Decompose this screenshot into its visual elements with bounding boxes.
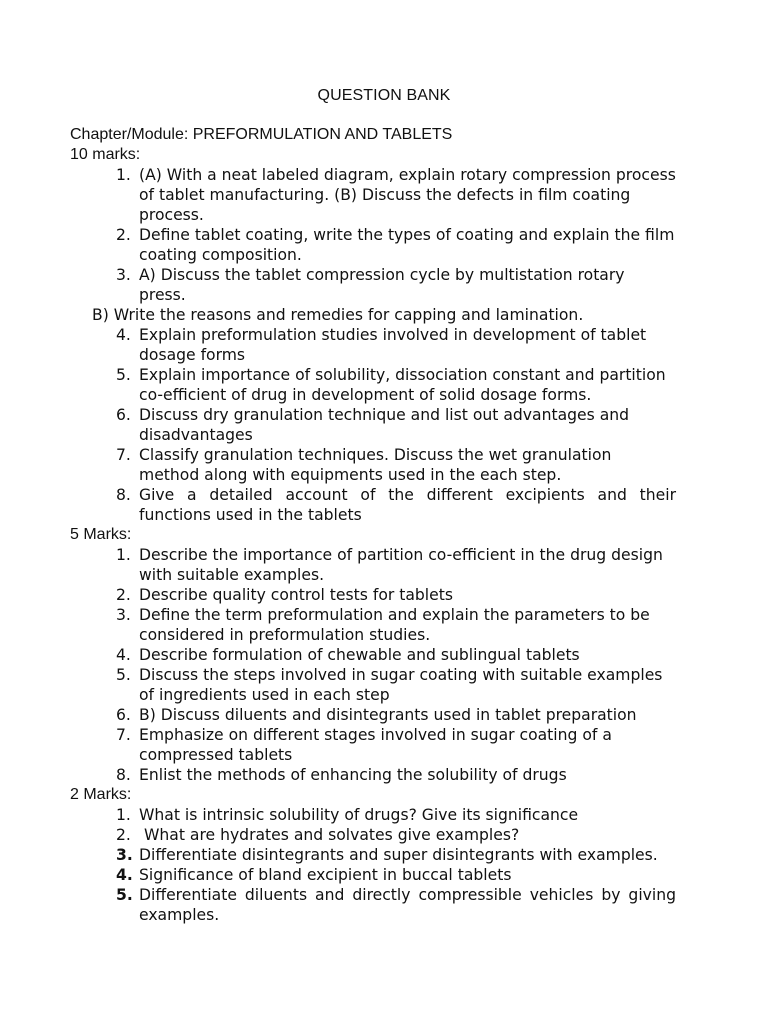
question-item xyxy=(70,585,676,605)
question-item xyxy=(70,365,676,405)
question-item xyxy=(70,845,676,865)
question-text: Define tablet coating, write the types of coating and explain the film coating composition. xyxy=(139,226,675,264)
question-item xyxy=(70,225,676,265)
question-item xyxy=(70,265,676,305)
section-5-marks xyxy=(70,525,676,785)
question-item xyxy=(70,605,676,645)
document-content xyxy=(70,125,676,925)
question-text: (A) With a neat labeled diagram, explain rotary compression process of tablet manufacturing. (B) Discuss the defects in film coating process. xyxy=(139,166,676,224)
section-10-marks xyxy=(70,145,676,525)
question-text: Describe the importance of partition co-efficient in the drug design with suitable examples. xyxy=(139,546,663,584)
question-text: Explain preformulation studies involved in development of tablet dosage forms xyxy=(139,326,647,364)
question-item xyxy=(70,885,676,925)
section-2-marks xyxy=(70,785,676,925)
question-item xyxy=(70,765,676,785)
question-number: 4. xyxy=(116,326,131,344)
question-number: 7. xyxy=(116,446,131,464)
question-number: 2. xyxy=(116,826,131,844)
question-text: A) Discuss the tablet compression cycle by multistation rotary press. xyxy=(139,266,625,304)
question-number: 7. xyxy=(116,726,131,744)
question-item xyxy=(70,325,676,365)
question-number: 5. xyxy=(116,666,131,684)
question-text: Differentiate diluents and directly compressible vehicles by giving examples. xyxy=(139,886,676,924)
question-item xyxy=(70,725,676,765)
question-number: 1. xyxy=(116,806,131,824)
question-list xyxy=(70,545,676,785)
question-text: Describe formulation of chewable and sublingual tablets xyxy=(139,646,580,664)
question-item xyxy=(70,825,676,845)
question-item xyxy=(70,445,676,485)
question-text: B) Discuss diluents and disintegrants used in tablet preparation xyxy=(139,706,637,724)
question-text: What are hydrates and solvates give examples? xyxy=(139,826,520,844)
question-text: Classify granulation techniques. Discuss the wet granulation method along with equipments used in the each step. xyxy=(139,446,612,484)
question-number: 2. xyxy=(116,586,131,604)
question-number: 3. xyxy=(116,846,133,864)
question-number: 4. xyxy=(116,866,133,884)
question-number: 6. xyxy=(116,706,131,724)
question-text: Describe quality control tests for tablets xyxy=(139,586,453,604)
section-heading: 10 marks: xyxy=(70,146,141,163)
question-text: Give a detailed account of the different excipients and their functions used in the tablets xyxy=(139,486,676,524)
question-number: 4. xyxy=(116,646,131,664)
question-item xyxy=(70,865,676,885)
question-number: 5. xyxy=(116,886,133,904)
question-number: 1. xyxy=(116,166,131,184)
question-item xyxy=(70,805,676,825)
question-list xyxy=(70,805,676,925)
question-text: Define the term preformulation and explain the parameters to be considered in preformulation studies. xyxy=(139,606,650,644)
question-list-continued xyxy=(70,325,676,525)
question-text: Differentiate disintegrants and super disintegrants with examples. xyxy=(139,846,658,864)
question-item xyxy=(70,165,676,225)
question-number: 3. xyxy=(116,266,131,284)
question-text: Emphasize on different stages involved in sugar coating of a compressed tablets xyxy=(139,726,612,764)
question-subpart: B) Write the reasons and remedies for capping and lamination. xyxy=(92,306,584,324)
question-text: What is intrinsic solubility of drugs? Give its significance xyxy=(139,806,579,824)
question-number: 8. xyxy=(116,486,131,504)
question-text: Explain importance of solubility, dissociation constant and partition co-efficient of drug in development of solid dosage forms. xyxy=(139,366,666,404)
question-text: Discuss the steps involved in sugar coating with suitable examples of ingredients used in each step xyxy=(139,666,663,704)
question-number: 2. xyxy=(116,226,131,244)
question-text: Discuss dry granulation technique and list out advantages and disadvantages xyxy=(139,406,630,444)
question-text: Enlist the methods of enhancing the solubility of drugs xyxy=(139,766,567,784)
question-item xyxy=(70,665,676,705)
question-item xyxy=(70,405,676,445)
question-item xyxy=(70,705,676,725)
question-item xyxy=(70,485,676,525)
question-number: 5. xyxy=(116,366,131,384)
document-title: QUESTION BANK xyxy=(317,87,451,104)
question-number: 1. xyxy=(116,546,131,564)
question-number: 3. xyxy=(116,606,131,624)
question-text: Significance of bland excipient in buccal tablets xyxy=(139,866,512,884)
question-number: 8. xyxy=(116,766,131,784)
question-list xyxy=(70,165,676,305)
chapter-heading: Chapter/Module: PREFORMULATION AND TABLETS xyxy=(70,126,453,143)
question-item xyxy=(70,545,676,585)
section-heading: 2 Marks: xyxy=(70,786,132,803)
question-item xyxy=(70,645,676,665)
section-heading: 5 Marks: xyxy=(70,526,132,543)
question-number: 6. xyxy=(116,406,131,424)
